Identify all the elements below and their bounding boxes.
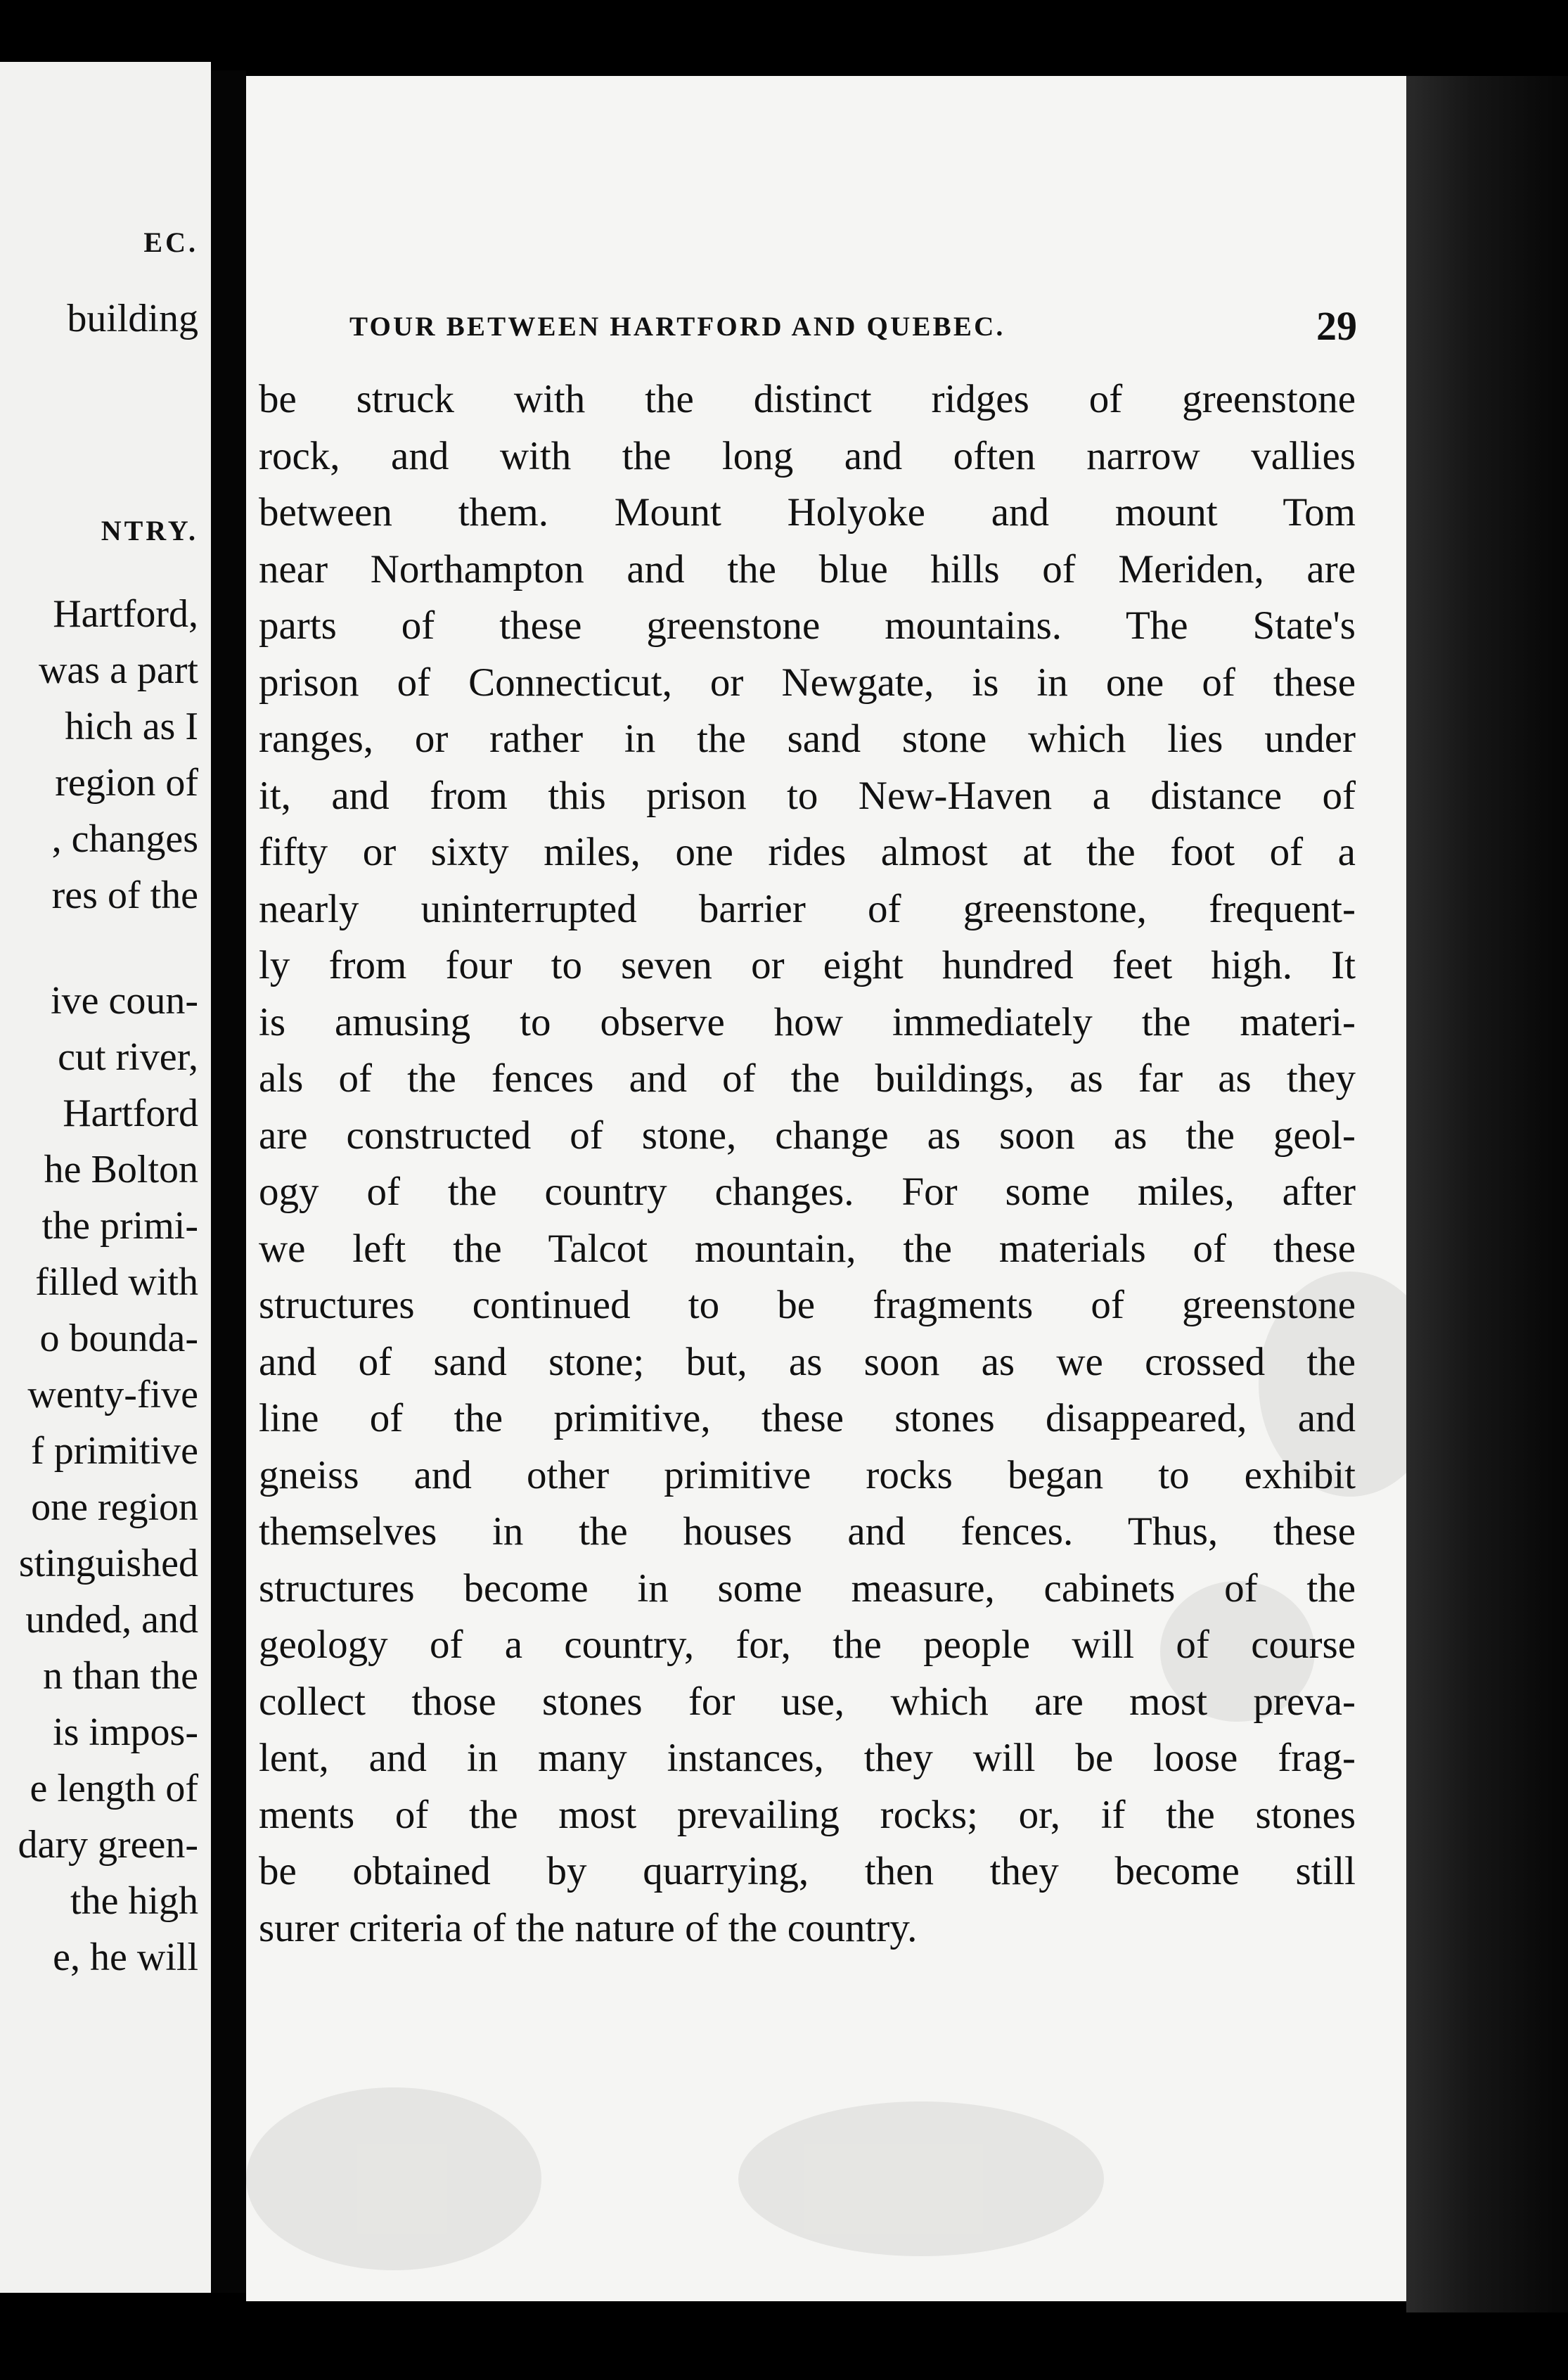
left-page xyxy=(0,62,211,2293)
left-text-line: , changes xyxy=(51,817,198,861)
text-line: ogy of the country changes. For some miles, after xyxy=(259,1170,1356,1214)
text-line: surer criteria of the nature of the country. xyxy=(259,1905,918,1950)
left-text-line: n than the xyxy=(43,1654,198,1698)
book-gutter xyxy=(211,70,246,2293)
text-line: lent, and in many instances, they will be loose frag- xyxy=(259,1736,1356,1780)
text-line: parts of these greenstone mountains. The State's xyxy=(259,603,1356,648)
text-line: als of the fences and of the buildings, as far as they xyxy=(259,1056,1356,1101)
text-line: themselves in the houses and fences. Thus, these xyxy=(259,1509,1356,1554)
left-text-line: Hartford, xyxy=(53,592,198,636)
text-line: structures become in some measure, cabinets of the xyxy=(259,1566,1356,1611)
text-line: be obtained by quarrying, then they become still xyxy=(259,1849,1356,1893)
left-text-line: stinguished xyxy=(18,1542,198,1585)
left-text-line: he Bolton xyxy=(44,1148,198,1191)
left-text-line: Hartford xyxy=(63,1092,198,1135)
page-number: 29 xyxy=(1316,303,1357,349)
left-text-line: e length of xyxy=(30,1767,198,1810)
text-line: prison of Connecticut, or Newgate, is in one of these xyxy=(259,660,1356,705)
text-line: it, and from this prison to New-Haven a distance of xyxy=(259,773,1356,818)
running-head xyxy=(349,302,1357,352)
text-line: be struck with the distinct ridges of greenstone xyxy=(259,377,1356,421)
text-line: geology of a country, for, the people will of course xyxy=(259,1623,1356,1667)
running-title: TOUR BETWEEN HARTFORD AND QUEBEC. xyxy=(349,312,1005,342)
body-text xyxy=(259,371,1356,1957)
text-line: line of the primitive, these stones disappeared, and xyxy=(259,1396,1356,1440)
left-text-line: f primitive xyxy=(31,1429,198,1473)
text-line: near Northampton and the blue hills of Meriden, are xyxy=(259,546,1356,591)
left-text-line: EC. xyxy=(143,226,198,258)
left-text-line: wenty-five xyxy=(27,1373,198,1416)
left-text-line: is impos- xyxy=(53,1710,198,1754)
book-edge xyxy=(1406,76,1568,2312)
left-text-line: ive coun- xyxy=(51,979,198,1023)
text-line: we left the Talcot mountain, the materials of these xyxy=(259,1226,1356,1271)
text-line: structures continued to be fragments of greenstone xyxy=(259,1283,1356,1327)
text-line: between them. Mount Holyoke and mount Tom xyxy=(259,490,1356,535)
left-text-line: region of xyxy=(55,761,198,805)
text-line: rock, and with the long and often narrow vallies xyxy=(259,433,1356,478)
left-text-line: e, he will xyxy=(53,1936,198,1979)
left-text-line: cut river, xyxy=(58,1035,198,1079)
left-text-line: o bounda- xyxy=(39,1317,198,1360)
text-line: is amusing to observe how immediately the materi- xyxy=(259,999,1356,1044)
left-text-line: dary green- xyxy=(18,1823,198,1867)
text-line: gneiss and other primitive rocks began to exhibit xyxy=(259,1452,1356,1497)
text-line: ments of the most prevailing rocks; or, if the stones xyxy=(259,1792,1356,1837)
text-line: ranges, or rather in the sand stone which lies under xyxy=(259,717,1356,761)
left-text-line: one region xyxy=(31,1485,198,1529)
left-text-line: was a part xyxy=(38,648,198,692)
right-page xyxy=(246,76,1406,2301)
text-line: fifty or sixty miles, one rides almost at the foot of a xyxy=(259,830,1356,874)
left-text-line: the primi- xyxy=(41,1204,198,1248)
left-text-line: the high xyxy=(70,1879,198,1923)
text-line: ly from four to seven or eight hundred feet high. It xyxy=(259,943,1356,987)
left-text-line: building xyxy=(67,297,198,340)
left-text-line: unded, and xyxy=(25,1598,198,1642)
text-line: are constructed of stone, change as soon as the geol- xyxy=(259,1113,1356,1158)
left-text-line: res of the xyxy=(51,874,198,917)
left-text-line: hich as I xyxy=(65,705,198,748)
left-text-line: NTRY. xyxy=(101,515,198,546)
text-line: collect those stones for use, which are most preva- xyxy=(259,1679,1356,1724)
text-line: and of sand stone; but, as soon as we crossed the xyxy=(259,1339,1356,1384)
text-line: nearly uninterrupted barrier of greenstone, frequent- xyxy=(259,886,1356,931)
left-text-line: filled with xyxy=(35,1260,198,1304)
